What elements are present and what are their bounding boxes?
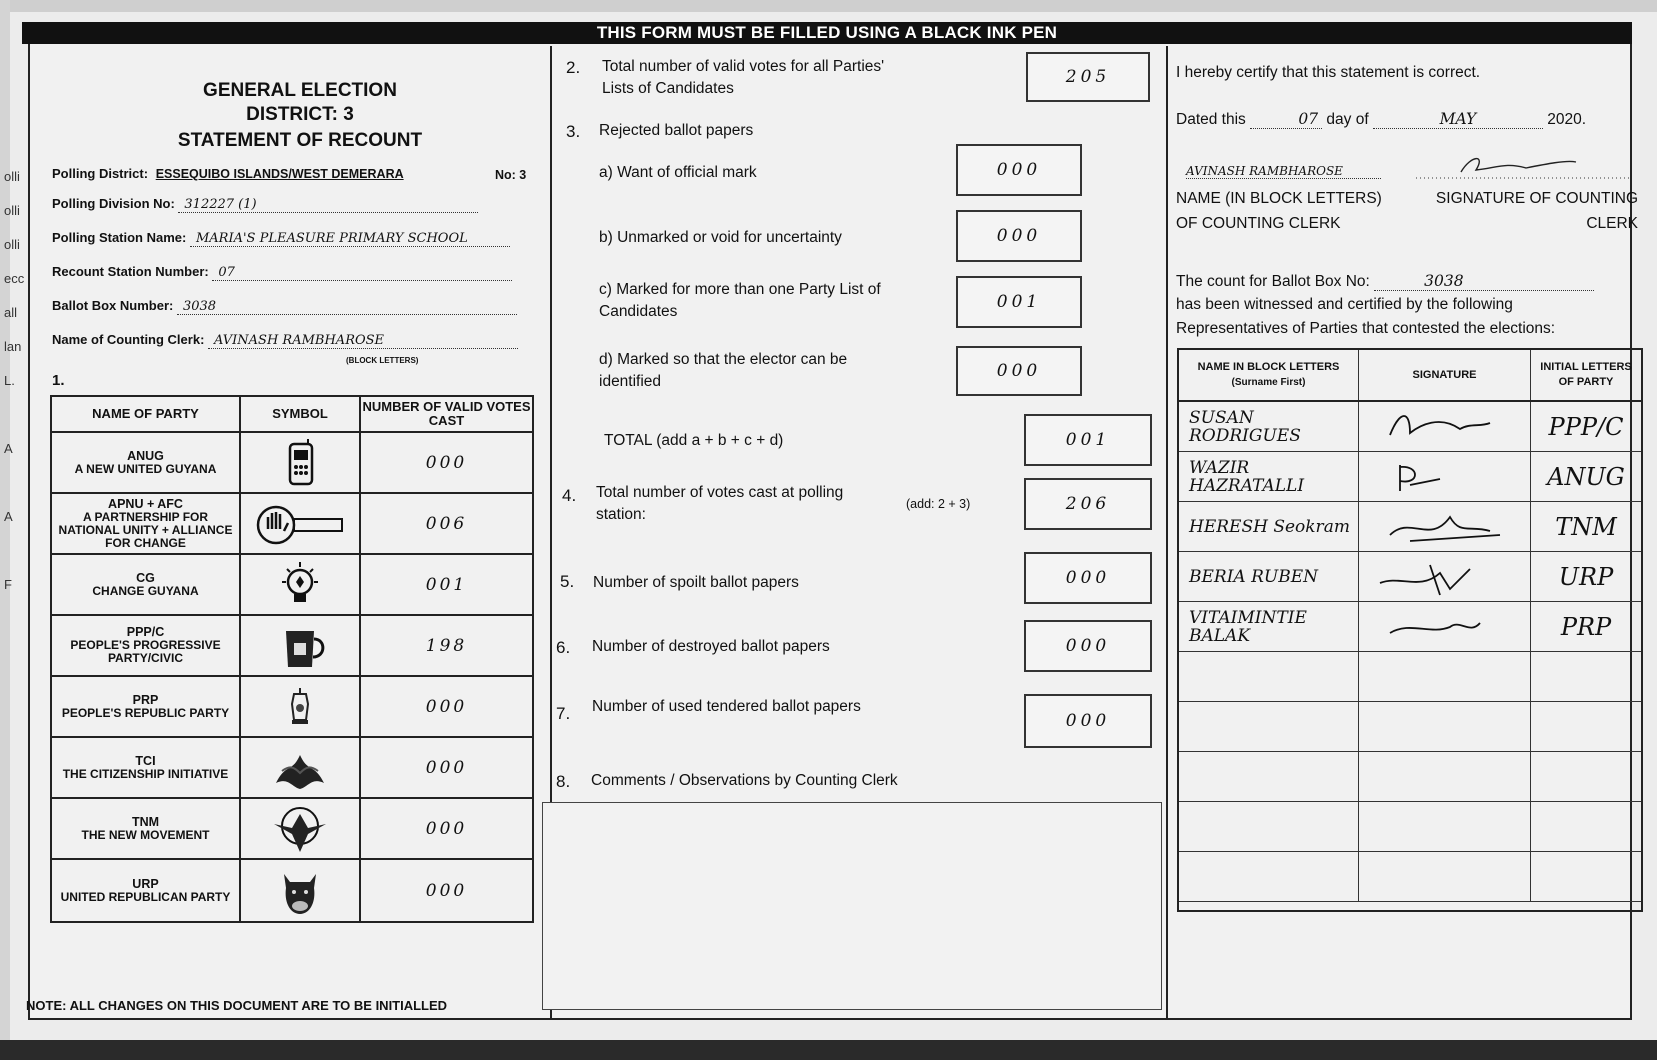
- counting-clerk-label: Name of Counting Clerk:: [52, 332, 205, 347]
- witness-name: WAZIR HAZRATALLI: [1189, 457, 1305, 496]
- witness-row: [1179, 702, 1641, 752]
- ballot-box-value[interactable]: 3038: [177, 299, 517, 315]
- party-votes-table: [50, 395, 534, 923]
- party-votes-cell[interactable]: 000: [425, 818, 468, 839]
- q3d-value-box[interactable]: 000: [956, 346, 1082, 396]
- count-ballot-box-line: [1176, 272, 1594, 291]
- party-votes-cell[interactable]: 000: [425, 452, 468, 473]
- witness-name-cell[interactable]: [1179, 602, 1359, 651]
- witness-party-cell[interactable]: [1531, 502, 1641, 551]
- party-row: [52, 616, 532, 677]
- party-full-name: THE CITIZENSHIP INITIATIVE: [62, 766, 229, 781]
- party-name-cell: [52, 555, 241, 614]
- q3-text: Rejected ballot papers: [599, 122, 754, 139]
- witness-signature-cell[interactable]: [1359, 402, 1531, 451]
- header-witness-party-line1: INITIAL LETTERS: [1540, 361, 1632, 373]
- margin-glyph: lan: [4, 339, 22, 354]
- dated-year: 2020.: [1547, 111, 1587, 128]
- witness-party-cell[interactable]: [1531, 652, 1641, 701]
- party-abbreviation: PRP: [132, 692, 159, 707]
- header-name-of-party: NAME OF PARTY: [52, 397, 241, 431]
- block-letters-hint: (BLOCK LETTERS): [346, 356, 419, 365]
- witness-name-cell[interactable]: [1179, 502, 1359, 551]
- witness-party-cell[interactable]: [1531, 602, 1641, 651]
- q2-text: Total number of valid votes for all Parties' Lists of Candidates: [602, 58, 885, 97]
- q3c-text: c) Marked for more than one Party List of Candidates: [599, 281, 881, 320]
- party-symbol-cell: [241, 433, 361, 492]
- clerk-name-label-2: OF COUNTING CLERK: [1176, 215, 1341, 232]
- q6-number: 6.: [556, 638, 571, 657]
- margin-glyph: olli: [4, 169, 20, 184]
- witness-party-initials: ANUG: [1547, 462, 1625, 491]
- q6-text: Number of destroyed ballot papers: [592, 638, 830, 655]
- header-witness-name-line1: NAME IN BLOCK LETTERS: [1197, 361, 1340, 373]
- party-name-cell: [52, 433, 241, 492]
- polling-division-label: Polling Division No:: [52, 196, 175, 211]
- witness-signature-cell[interactable]: [1359, 802, 1531, 851]
- title-district: DISTRICT: 3: [246, 104, 354, 125]
- clerk-sig-label-1: SIGNATURE OF COUNTING: [1435, 190, 1638, 207]
- q3c-value-box[interactable]: 001: [956, 276, 1082, 328]
- party-votes-cell[interactable]: 001: [425, 574, 468, 595]
- q4-value-box[interactable]: 206: [1024, 478, 1152, 530]
- q3-number: 3.: [566, 122, 581, 141]
- q3a-value-box[interactable]: 000: [956, 144, 1082, 196]
- margin-glyph: F: [4, 577, 12, 592]
- header-witness-name: [1179, 350, 1359, 400]
- counting-clerk-field: [52, 332, 532, 349]
- eagle-icon: [272, 804, 328, 854]
- witness-party-initials: URP: [1558, 562, 1614, 591]
- margin-glyph: A: [4, 509, 13, 524]
- header-witness-name-line2: (Surname First): [1231, 377, 1306, 388]
- witness-row: [1179, 602, 1641, 652]
- witness-signature-cell[interactable]: [1359, 702, 1531, 751]
- total-text: TOTAL (add a + b + c + d): [604, 432, 784, 449]
- q8-text: Comments / Observations by Counting Clerk: [591, 772, 898, 789]
- q3a-text: a) Want of official mark: [599, 164, 757, 181]
- total-value-box[interactable]: 001: [1024, 414, 1152, 466]
- party-abbreviation: CG: [136, 570, 155, 585]
- party-abbreviation: URP: [132, 876, 159, 891]
- witness-party-cell[interactable]: [1531, 852, 1641, 901]
- party-votes-cell[interactable]: 000: [425, 696, 468, 717]
- polling-division-field: [52, 196, 532, 213]
- polling-division-value[interactable]: 312227 (1): [178, 197, 478, 213]
- witness-row: [1179, 752, 1641, 802]
- party-votes-cell[interactable]: 198: [425, 635, 468, 656]
- count-line-2: has been witnessed and certified by the following: [1176, 296, 1513, 313]
- column-divider-right: [1166, 46, 1168, 1018]
- clerk-signature[interactable]: [1416, 150, 1631, 184]
- party-row: [52, 494, 532, 555]
- witness-name-cell[interactable]: [1179, 452, 1359, 501]
- party-full-name: UNITED REPUBLICAN PARTY: [60, 889, 231, 904]
- header-witness-party-line2: OF PARTY: [1558, 376, 1614, 388]
- witness-row: [1179, 552, 1641, 602]
- party-row: [52, 677, 532, 738]
- dated-day[interactable]: 07: [1250, 110, 1322, 129]
- party-full-name: THE NEW MOVEMENT: [81, 827, 210, 842]
- margin-glyph: A: [4, 441, 13, 456]
- recount-station-label: Recount Station Number:: [52, 264, 209, 279]
- scan-edge-bottom: [0, 1040, 1657, 1060]
- count-line-3: Representatives of Parties that contested the elections:: [1176, 320, 1556, 337]
- witness-signature[interactable]: [1370, 555, 1520, 599]
- q4-text: Total number of votes cast at polling station:: [596, 484, 844, 523]
- party-full-name: PEOPLE'S PROGRESSIVE PARTY/CIVIC: [70, 638, 221, 665]
- polling-district-label: Polling District:: [52, 166, 149, 181]
- party-row: [52, 433, 532, 494]
- party-row: [52, 860, 532, 921]
- witness-signature-cell[interactable]: [1359, 602, 1531, 651]
- recount-station-field: [52, 264, 532, 281]
- q7-value-box[interactable]: 000: [1024, 694, 1152, 748]
- party-votes-cell[interactable]: 000: [425, 880, 468, 901]
- witness-signature-cell[interactable]: [1359, 652, 1531, 701]
- ballot-box-field: [52, 298, 532, 315]
- witness-name-cell[interactable]: [1179, 852, 1359, 901]
- polling-station-value[interactable]: MARIA'S PLEASURE PRIMARY SCHOOL: [190, 231, 510, 247]
- q3b-text: b) Unmarked or void for uncertainty: [599, 229, 842, 246]
- witness-signature[interactable]: [1370, 455, 1520, 499]
- witness-row: [1179, 652, 1641, 702]
- party-name-cell: [52, 616, 241, 675]
- party-full-name: PEOPLE'S REPUBLIC PARTY: [61, 705, 230, 720]
- witness-party-initials: PRP: [1560, 612, 1612, 641]
- q7-number: 7.: [556, 704, 571, 723]
- witness-name-cell[interactable]: [1179, 652, 1359, 701]
- q5-value-box[interactable]: 000: [1024, 552, 1152, 604]
- recount-station-value[interactable]: 07: [212, 265, 512, 281]
- comments-box[interactable]: [542, 802, 1162, 1010]
- party-abbreviation: PPP/C: [126, 625, 165, 639]
- q5-number: 5.: [560, 572, 575, 591]
- clerk-name-handwritten[interactable]: AVINASH RAMBHAROSE: [1186, 164, 1381, 179]
- title-general-election: GENERAL ELECTION: [203, 80, 397, 101]
- witness-name-cell[interactable]: [1179, 552, 1359, 601]
- witness-table: [1177, 348, 1643, 912]
- party-abbreviation: ANUG: [127, 448, 164, 463]
- party-full-name: CHANGE GUYANA: [92, 583, 199, 598]
- party-symbol-cell: [241, 860, 361, 921]
- party-symbol-cell: [241, 799, 361, 858]
- q8-number: 8.: [556, 772, 571, 791]
- margin-glyph: olli: [4, 237, 20, 252]
- witness-name: BERIA RUBEN: [1189, 566, 1319, 587]
- party-symbol-cell: [241, 555, 361, 614]
- witness-party-cell[interactable]: [1531, 702, 1641, 751]
- witness-row: [1179, 502, 1641, 552]
- witness-name-cell[interactable]: [1179, 752, 1359, 801]
- polling-district-number: No: 3: [495, 168, 527, 182]
- dated-line: [1176, 110, 1586, 129]
- header-witness-signature: SIGNATURE: [1359, 350, 1531, 400]
- witness-party-cell[interactable]: [1531, 402, 1641, 451]
- party-abbreviation: TCI: [135, 753, 156, 768]
- party-name-cell: [52, 494, 241, 553]
- party-row: [52, 799, 532, 860]
- dated-month[interactable]: MAY: [1373, 110, 1543, 129]
- header-symbol: SYMBOL: [241, 397, 361, 431]
- dated-mid: day of: [1326, 111, 1369, 128]
- witness-name-cell[interactable]: [1179, 402, 1359, 451]
- q4-add-note: (add: 2 + 3): [906, 497, 971, 511]
- witness-signature-cell[interactable]: [1359, 852, 1531, 901]
- clerk-name-label-1: NAME (IN BLOCK LETTERS): [1176, 190, 1382, 207]
- clerk-sig-label-2: CLERK: [1586, 215, 1638, 232]
- q3d-text: d) Marked so that the elector can be identified: [599, 351, 848, 390]
- q5-text: Number of spoilt ballot papers: [593, 574, 799, 591]
- witness-signature[interactable]: [1370, 605, 1520, 649]
- party-row: [52, 738, 532, 799]
- q2-value-box[interactable]: 205: [1026, 52, 1150, 102]
- party-votes-cell[interactable]: 006: [425, 513, 468, 534]
- hand-key-icon: [254, 499, 346, 549]
- ballot-box-label: Ballot Box Number:: [52, 298, 174, 313]
- dated-prefix: Dated this: [1176, 111, 1246, 128]
- party-name-cell: [52, 738, 241, 797]
- party-full-name: A NEW UNITED GUYANA: [74, 461, 217, 476]
- polling-station-field: [52, 230, 532, 247]
- witness-signature-cell[interactable]: [1359, 552, 1531, 601]
- polling-district-field: [52, 166, 532, 181]
- polling-station-label: Polling Station Name:: [52, 230, 187, 245]
- margin-glyph: olli: [4, 203, 20, 218]
- q4-number: 4.: [562, 486, 577, 505]
- flower-icon: [272, 743, 328, 793]
- q3b-value-box[interactable]: 000: [956, 210, 1082, 262]
- margin-glyph: ecc: [4, 271, 25, 286]
- witness-name: SUSAN RODRIGUES: [1189, 407, 1301, 446]
- q6-value-box[interactable]: 000: [1024, 620, 1152, 672]
- party-symbol-cell: [241, 738, 361, 797]
- witness-party-initials: PPP/C: [1548, 412, 1624, 441]
- party-name-cell: [52, 799, 241, 858]
- witness-table-header: [1179, 350, 1641, 402]
- witness-signature-cell[interactable]: [1359, 752, 1531, 801]
- witness-party-cell[interactable]: [1531, 752, 1641, 801]
- party-name-cell: [52, 860, 241, 921]
- witness-party-cell[interactable]: [1531, 802, 1641, 851]
- header-witness-party: [1531, 350, 1641, 400]
- margin-glyph: all: [4, 305, 18, 320]
- q2-number: 2.: [566, 58, 581, 77]
- header-valid-votes: NUMBER OF VALID VOTES CAST: [362, 399, 531, 428]
- certify-statement: I hereby certify that this statement is correct.: [1176, 64, 1481, 81]
- cow-icon: [272, 866, 328, 916]
- witness-row: [1179, 402, 1641, 452]
- title-statement-of-recount: STATEMENT OF RECOUNT: [177, 130, 423, 151]
- witness-signature-cell[interactable]: [1359, 502, 1531, 551]
- scan-edge-top: [0, 0, 1657, 12]
- witness-signature-cell[interactable]: [1359, 452, 1531, 501]
- witness-name-cell[interactable]: [1179, 702, 1359, 751]
- phone-icon: [272, 438, 328, 488]
- party-votes-cell[interactable]: 000: [425, 757, 468, 778]
- witness-row: [1179, 452, 1641, 502]
- counting-clerk-value[interactable]: AVINASH RAMBHAROSE: [208, 333, 518, 349]
- party-symbol-cell: [241, 494, 361, 553]
- party-symbol-cell: [241, 677, 361, 736]
- lantern-icon: [272, 682, 328, 732]
- party-full-name: A PARTNERSHIP FOR NATIONAL UNITY + ALLIANCE FOR CHANGE: [58, 509, 233, 550]
- party-table-header: [52, 397, 532, 433]
- party-symbol-cell: [241, 616, 361, 675]
- witness-party-cell[interactable]: [1531, 552, 1641, 601]
- witness-signature[interactable]: [1370, 405, 1520, 449]
- party-name-cell: [52, 677, 241, 736]
- count-prefix: The count for Ballot Box No:: [1176, 273, 1370, 290]
- footer-note: NOTE: ALL CHANGES ON THIS DOCUMENT ARE TO BE INITIALLED: [26, 998, 448, 1013]
- bulb-icon: [272, 560, 328, 610]
- witness-party-cell[interactable]: [1531, 452, 1641, 501]
- section-1-number: 1.: [52, 372, 65, 389]
- form-banner: THIS FORM MUST BE FILLED USING A BLACK INK PEN: [22, 22, 1632, 44]
- witness-name: HERESH Seokram: [1189, 516, 1350, 537]
- q7-text: Number of used tendered ballot papers: [592, 698, 861, 715]
- witness-name-cell[interactable]: [1179, 802, 1359, 851]
- cup-icon: [272, 621, 328, 671]
- witness-signature[interactable]: [1370, 505, 1520, 549]
- count-box-value[interactable]: 3038: [1374, 272, 1594, 291]
- polling-district-value: ESSEQUIBO ISLANDS/WEST DEMERARA: [155, 167, 404, 181]
- party-abbreviation: APNU + AFC: [108, 496, 183, 511]
- margin-glyph: L.: [4, 373, 15, 388]
- party-row: [52, 555, 532, 616]
- witness-name: VITAIMINTIE BALAK: [1189, 607, 1307, 646]
- witness-row: [1179, 802, 1641, 852]
- party-abbreviation: TNM: [131, 814, 160, 829]
- witness-party-initials: TNM: [1555, 512, 1617, 541]
- witness-row: [1179, 852, 1641, 902]
